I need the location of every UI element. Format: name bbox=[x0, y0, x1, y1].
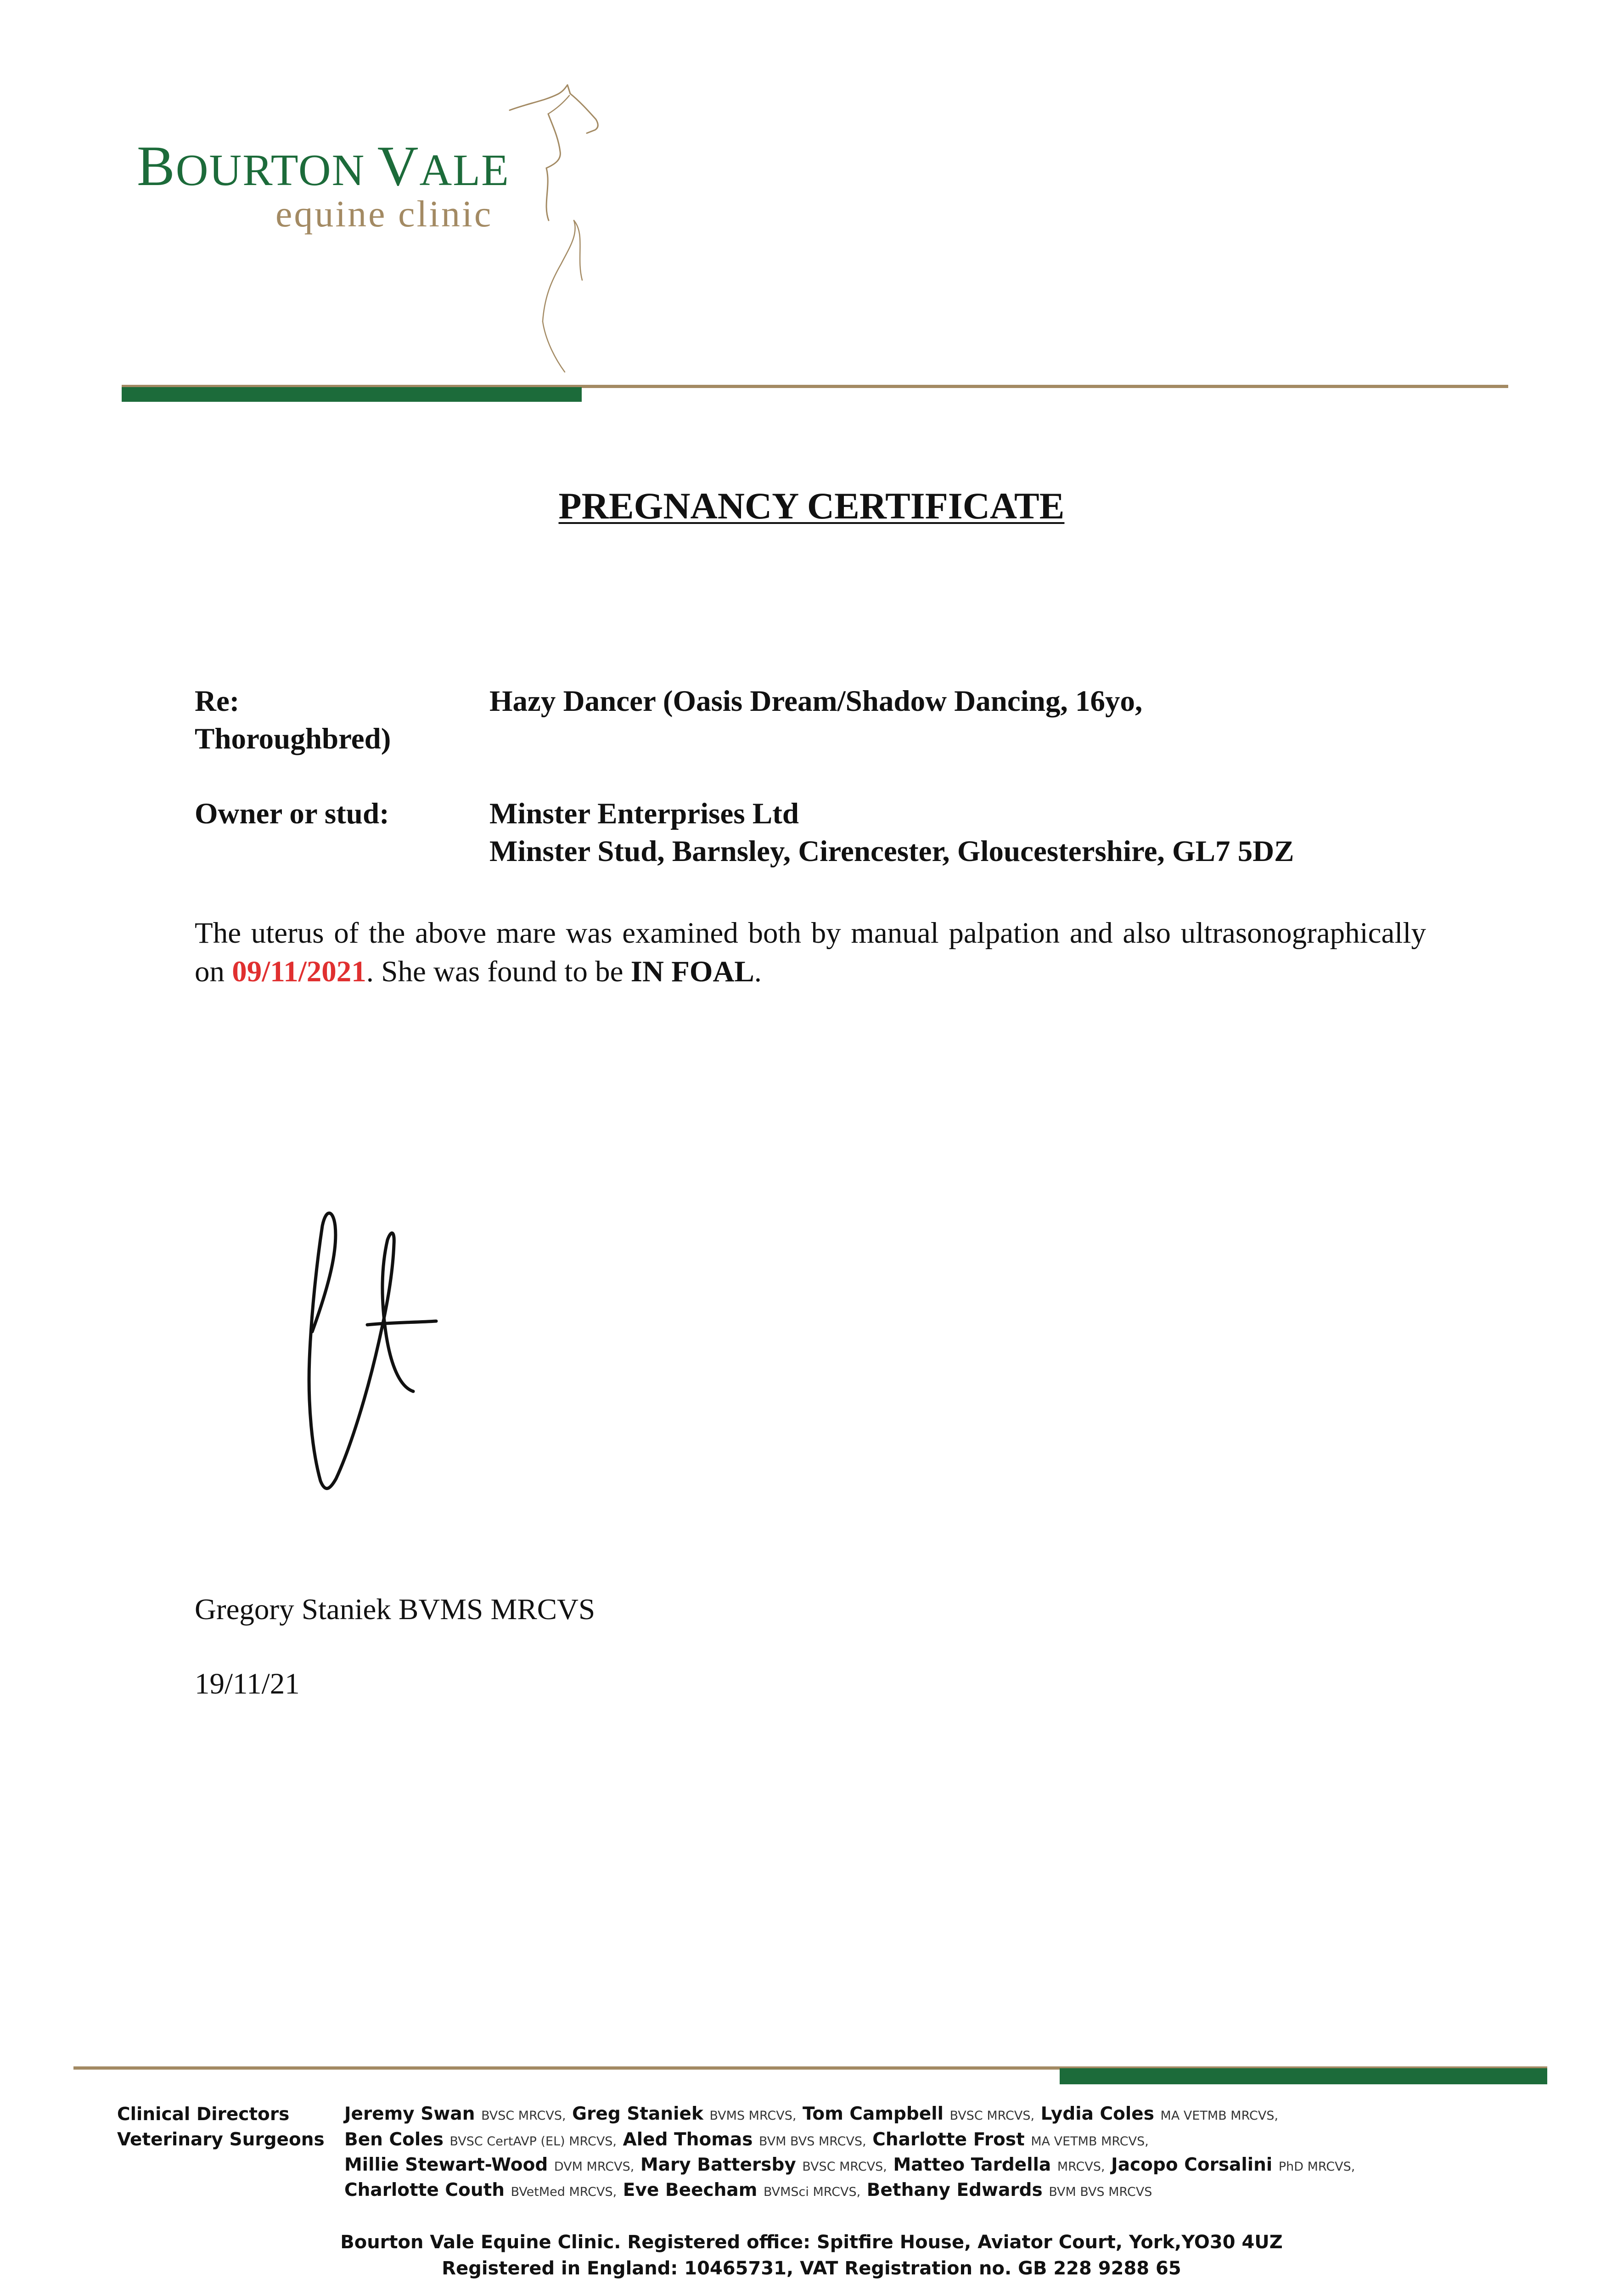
staff-line bbox=[344, 2105, 1278, 2123]
document-title: PREGNANCY CERTIFICATE bbox=[558, 485, 1065, 527]
statement-text: . bbox=[754, 955, 762, 988]
horse-head-icon bbox=[500, 83, 615, 377]
staff-qualifications: BVM BVS MRCVS, bbox=[759, 2134, 866, 2149]
staff-name: Lydia Coles bbox=[1034, 2104, 1161, 2124]
footer-accent-bar bbox=[1060, 2068, 1547, 2084]
staff-qualifications: BVSC CertAVP (EL) MRCVS, bbox=[449, 2134, 617, 2149]
staff-qualifications: BVSC MRCVS, bbox=[949, 2109, 1035, 2123]
staff-qualifications: DVM MRCVS, bbox=[554, 2160, 635, 2174]
staff-name: Eve Beecham bbox=[617, 2180, 764, 2200]
staff-qualifications: BVM BVS MRCVS bbox=[1049, 2185, 1152, 2199]
staff-qualifications: PhD MRCVS, bbox=[1278, 2160, 1355, 2174]
staff-name: Jeremy Swan bbox=[344, 2104, 482, 2124]
statement-text: The uterus of the above mare was examined both by manual palpation and also ultrasonographically on bbox=[195, 917, 1426, 988]
staff-qualifications: MA VETMB MRCVS, bbox=[1160, 2109, 1279, 2123]
staff-name: Mary Battersby bbox=[634, 2155, 803, 2175]
staff-name: Matteo Tardella bbox=[887, 2155, 1057, 2175]
clinical-directors-label: Clinical Directors bbox=[117, 2104, 290, 2125]
registered-office: Bourton Vale Equine Clinic. Registered office: Spitfire House, Aviator Court, York,YO30 4UZ bbox=[340, 2232, 1283, 2253]
staff-name: Charlotte Frost bbox=[866, 2129, 1031, 2150]
signatory-name: Gregory Staniek BVMS MRCVS bbox=[195, 1593, 595, 1626]
logo-initial: V bbox=[377, 135, 420, 197]
staff-qualifications: BVSC MRCVS, bbox=[802, 2160, 887, 2174]
staff-qualifications: MRCVS, bbox=[1057, 2160, 1105, 2174]
logo-letters: ALE bbox=[419, 146, 510, 195]
staff-qualifications: MA VETMB MRCVS, bbox=[1031, 2134, 1149, 2149]
horse-breed: Thoroughbred) bbox=[195, 722, 391, 755]
staff-qualifications: BVetMed MRCVS, bbox=[511, 2185, 617, 2199]
staff-name: Bethany Edwards bbox=[860, 2180, 1049, 2200]
staff-line bbox=[344, 2181, 1152, 2199]
header-accent-bar bbox=[122, 387, 582, 402]
staff-name: Ben Coles bbox=[344, 2129, 450, 2150]
handwritten-signature bbox=[289, 1194, 464, 1506]
horse-details: Hazy Dancer (Oasis Dream/Shadow Dancing, 16yo, bbox=[489, 685, 1143, 718]
staff-name: Millie Stewart-Wood bbox=[344, 2155, 554, 2175]
owner-name: Minster Enterprises Ltd bbox=[489, 797, 799, 830]
staff-name: Greg Staniek bbox=[566, 2104, 710, 2124]
staff-name: Aled Thomas bbox=[617, 2129, 759, 2150]
examination-date: 09/11/2021 bbox=[232, 955, 366, 988]
logo-letters: OURTON bbox=[175, 146, 377, 195]
staff-line bbox=[344, 2156, 1355, 2174]
owner-label: Owner or stud: bbox=[195, 797, 389, 830]
pregnancy-result: IN FOAL bbox=[630, 955, 754, 988]
logo-clinic-subtitle: equine clinic bbox=[275, 193, 493, 235]
logo-initial: B bbox=[137, 135, 176, 197]
staff-qualifications: BVMS MRCVS, bbox=[709, 2109, 797, 2123]
staff-line bbox=[344, 2131, 1149, 2149]
statement-text: . She was found to be bbox=[366, 955, 631, 988]
company-registration: Registered in England: 10465731, VAT Registration no. GB 228 9288 65 bbox=[442, 2258, 1181, 2279]
staff-name: Charlotte Couth bbox=[344, 2180, 511, 2200]
logo-clinic-name bbox=[137, 135, 510, 197]
re-label: Re: bbox=[195, 685, 240, 718]
examination-statement bbox=[195, 914, 1426, 991]
staff-name: Jacopo Corsalini bbox=[1105, 2155, 1279, 2175]
staff-qualifications: BVMSci MRCVS, bbox=[763, 2185, 861, 2199]
veterinary-surgeons-label: Veterinary Surgeons bbox=[117, 2129, 325, 2150]
owner-address: Minster Stud, Barnsley, Cirencester, Gloucestershire, GL7 5DZ bbox=[489, 835, 1294, 868]
staff-name: Tom Campbell bbox=[796, 2104, 950, 2124]
staff-qualifications: BVSC MRCVS, bbox=[481, 2109, 566, 2123]
signature-date: 19/11/21 bbox=[195, 1667, 300, 1700]
